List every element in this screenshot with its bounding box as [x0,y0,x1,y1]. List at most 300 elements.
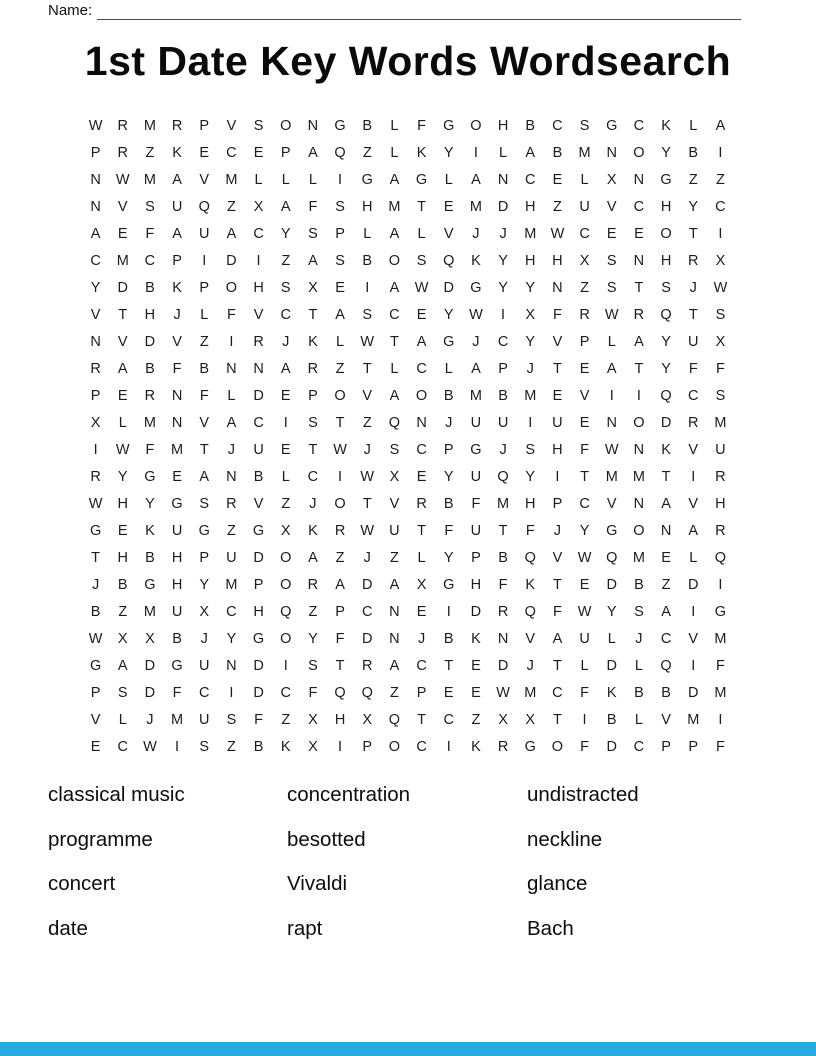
grid-letter: A [661,496,671,513]
grid-letter: N [633,442,645,458]
grid-letter: L [689,550,698,567]
word-list-item: glance [527,872,588,895]
grid-letter: L [390,360,399,377]
grid-letter: Z [226,523,236,540]
grid-letter: Z [226,739,236,756]
grid-letter: C [280,306,291,323]
grid-letter: Z [118,604,128,621]
grid-letter: M [605,469,618,486]
grid-letter: E [552,387,563,404]
grid-letter: R [633,306,645,323]
grid-letter: A [389,279,400,296]
grid-letter: H [253,604,264,621]
grid-letter: S [117,685,128,702]
grid-letter: X [308,712,318,729]
grid-letter: U [688,333,699,350]
grid-letter: C [117,739,128,756]
grid-letter: P [308,387,318,404]
grid-letter: C [552,685,563,702]
grid-letter: T [580,469,589,486]
grid-letter: W [115,171,130,188]
grid-letter: Y [443,550,454,567]
grid-letter: B [362,117,373,134]
grid-letter: I [283,658,288,675]
grid-letter: J [417,631,426,648]
grid-letter: B [606,712,617,729]
grid-letter: R [497,739,509,756]
grid-letter: F [172,360,182,377]
grid-letter: A [172,171,182,188]
grid-letter: F [498,577,508,594]
grid-letter: N [389,604,400,621]
grid-letter: F [552,306,562,323]
grid-letter: K [661,442,671,458]
grid-letter: H [525,252,536,269]
grid-letter: I [718,144,723,161]
grid-letter: G [89,658,102,675]
grid-letter: J [499,442,507,458]
grid-letter: U [579,631,590,648]
grid-letter: F [444,523,454,540]
grid-letter: E [117,387,128,404]
grid-letter: D [443,279,454,296]
grid-letter: P [688,739,699,756]
grid-letter: B [661,685,671,702]
grid-letter: M [225,171,238,188]
grid-letter: I [175,739,180,756]
grid-letter: M [388,198,401,215]
grid-letter: A [90,225,101,242]
grid-letter: L [118,712,127,729]
grid-letter: G [443,117,455,134]
grid-letter: S [280,279,291,296]
grid-letter: L [254,171,263,188]
grid-letter: M [687,712,700,729]
grid-letter: X [498,712,508,729]
grid-letter: P [498,360,508,377]
grid-letter: H [525,198,536,215]
grid-letter: F [417,117,426,134]
grid-letter: V [661,712,671,729]
grid-letter: D [606,658,617,675]
grid-letter: Q [388,712,401,729]
grid-letter: B [253,469,264,486]
grid-letter: B [688,144,699,161]
grid-letter: F [254,712,263,729]
grid-letter: N [497,631,509,648]
grid-letter: S [308,225,318,242]
grid-letter: O [334,387,346,404]
grid-letter: Q [524,604,536,621]
grid-letter: R [253,333,264,350]
grid-letter: N [633,252,645,269]
grid-letter: O [470,117,482,134]
name-fill-in-line[interactable] [97,2,741,20]
word-list-item: rapt [287,916,323,940]
grid-letter: W [550,225,565,242]
grid-letter: X [253,198,264,215]
grid-letter: G [470,279,482,296]
grid-letter: X [525,712,536,729]
grid-letter: H [660,252,672,269]
grid-letter: A [172,225,182,242]
wordsearch-grid [82,112,734,761]
grid-letter: G [524,739,536,756]
grid-letter: Z [715,171,725,188]
grid-letter: B [145,279,155,296]
grid-letter: J [689,279,697,296]
grid-letter: G [171,496,183,513]
grid-letter: E [579,577,590,594]
grid-letter: Y [199,577,210,594]
grid-letter: G [443,333,455,350]
grid-letter: X [362,712,373,729]
grid-letter: H [334,712,346,729]
grid-letter: L [308,171,317,188]
grid-letter: Z [308,604,318,621]
grid-letter: D [688,577,699,594]
grid-letter: W [496,685,510,702]
grid-letter: N [307,117,319,134]
grid-letter: V [688,442,699,458]
grid-letter: V [525,631,536,648]
grid-letter: K [471,631,481,648]
grid-letter: Y [443,144,454,161]
grid-letter: A [335,577,345,594]
grid-letter: A [308,252,318,269]
grid-letter: J [309,496,317,513]
grid-letter: R [715,469,726,486]
grid-letter: P [552,496,563,513]
grid-letter: M [171,442,184,458]
grid-letter: N [606,144,617,161]
grid-letter: D [660,414,672,431]
grid-letter: L [607,631,616,648]
grid-letter: P [90,144,101,161]
grid-letter: B [145,360,155,377]
grid-letter: F [715,739,725,756]
grid-letter: K [280,739,291,756]
grid-letter: C [416,658,427,675]
grid-letter: W [577,550,592,567]
grid-letter: T [199,442,209,458]
grid-letter: U [199,225,210,242]
grid-letter: X [606,171,617,188]
grid-letter: A [634,333,644,350]
grid-letter: P [90,685,101,702]
grid-letter: T [552,577,562,594]
grid-letter: O [334,496,346,513]
grid-letter: C [715,198,726,215]
grid-letter: W [360,469,375,486]
grid-letter: Y [90,279,101,296]
grid-letter: D [117,279,128,296]
grid-letter: Z [226,198,236,215]
grid-letter: J [499,225,507,242]
grid-letter: H [253,279,264,296]
grid-letter: C [688,387,699,404]
grid-letter: F [172,685,182,702]
grid-letter: T [308,306,318,323]
grid-letter: F [335,631,345,648]
grid-letter: O [280,550,292,567]
grid-letter: Y [498,252,508,269]
grid-letter: E [117,523,128,540]
grid-letter: U [579,198,590,215]
grid-letter: F [715,658,725,675]
grid-letter: N [606,414,617,431]
grid-letter: C [362,604,373,621]
grid-letter: V [552,333,563,350]
grid-letter: A [308,144,318,161]
grid-letter: G [144,469,156,486]
grid-letter: H [470,577,482,594]
grid-letter: S [335,252,345,269]
grid-letter: U [171,604,183,621]
grid-letter: Y [145,496,155,513]
grid-letter: A [471,360,481,377]
grid-letter: C [307,469,319,486]
grid-letter: H [715,496,726,513]
grid-letter: P [362,739,373,756]
grid-letter: U [389,523,400,540]
grid-letter: N [552,279,563,296]
grid-letter: Q [660,387,672,404]
grid-letter: R [688,252,699,269]
grid-letter: Y [579,523,590,540]
grid-letter: A [389,387,400,404]
grid-letter: U [470,414,482,431]
grid-letter: H [362,198,373,215]
grid-letter: I [609,387,614,404]
grid-letter: I [93,442,98,458]
grid-letter: P [90,387,101,404]
grid-letter: K [416,144,427,161]
grid-letter: X [280,523,291,540]
grid-letter: S [416,252,427,269]
grid-letter: X [117,631,128,648]
grid-letter: T [362,360,372,377]
grid-letter: F [471,496,481,513]
grid-letter: S [308,414,318,431]
grid-letter: L [634,712,643,729]
grid-letter: G [252,523,265,540]
grid-letter: Y [606,604,617,621]
grid-letter: J [635,631,643,648]
grid-letter: I [365,279,370,296]
grid-letter: E [335,279,345,296]
grid-letter: J [363,442,371,458]
grid-letter: D [253,658,264,675]
grid-letter: M [116,252,129,269]
grid-letter: T [688,306,698,323]
grid-letter: R [144,387,156,404]
grid-letter: V [688,631,699,648]
grid-letter: V [226,117,237,134]
grid-letter: L [390,144,399,161]
grid-letter: F [525,523,535,540]
grid-letter: U [171,523,183,540]
grid-letter: D [253,685,264,702]
grid-letter: I [338,469,343,486]
grid-letter: M [524,387,537,404]
grid-letter: Z [688,171,698,188]
grid-letter: I [718,577,723,594]
grid-letter: X [416,577,427,594]
grid-letter: R [362,658,373,675]
grid-letter: C [660,631,672,648]
grid-letter: U [171,198,183,215]
grid-letter: F [715,360,725,377]
grid-letter: A [308,550,318,567]
grid-letter: O [633,523,645,540]
grid-letter: Y [661,333,671,350]
grid-letter: V [199,171,210,188]
grid-letter: B [443,496,454,513]
grid-letter: T [308,442,318,458]
grid-letter: C [416,360,427,377]
grid-letter: L [634,658,643,675]
grid-letter: Q [443,252,455,269]
grid-letter: W [88,631,103,648]
grid-letter: Z [335,550,345,567]
grid-letter: A [688,523,699,540]
grid-letter: R [90,360,101,377]
word-list-item: concert [48,872,116,895]
grid-letter: L [689,117,698,134]
grid-letter: R [307,577,319,594]
grid-letter: S [199,496,210,513]
grid-letter: I [691,604,696,621]
grid-letter: T [417,712,426,729]
grid-letter: B [498,387,508,404]
grid-letter: T [552,360,562,377]
grid-letter: E [416,306,427,323]
grid-letter: H [525,496,536,513]
grid-letter: W [577,604,592,621]
word-list-item: neckline [527,827,603,851]
grid-letter: A [117,658,128,675]
grid-letter: Z [471,712,481,729]
grid-letter: X [199,604,210,621]
grid-letter: C [280,685,291,702]
grid-letter: A [226,225,237,242]
grid-letter: G [361,171,373,188]
grid-letter: L [580,171,589,188]
grid-letter: W [469,306,483,323]
grid-letter: R [117,144,128,161]
grid-letter: A [389,658,400,675]
grid-letter: L [281,171,290,188]
grid-letter: A [715,117,726,134]
grid-letter: E [117,225,128,242]
grid-letter: D [606,577,617,594]
grid-letter: M [225,577,238,594]
grid-letter: D [497,658,509,675]
grid-letter: C [90,252,101,269]
grid-letter: N [660,523,672,540]
grid-letter: W [88,117,103,134]
grid-letter: M [143,171,156,188]
grid-letter: E [172,469,182,486]
grid-letter: T [498,523,508,540]
grid-letter: L [390,117,399,134]
grid-letter: E [443,198,454,215]
grid-letter: V [172,333,182,350]
grid-letter: X [308,739,318,756]
grid-letter: Q [334,685,346,702]
grid-letter: M [632,469,645,486]
grid-letter: E [552,171,563,188]
grid-letter: V [552,550,563,567]
grid-letter: L [200,306,209,323]
grid-letter: J [91,577,100,594]
grid-letter: M [143,604,156,621]
grid-letter: H [117,550,128,567]
grid-letter: G [660,171,672,188]
grid-letter: H [552,442,563,458]
grid-letter: Q [524,550,536,567]
grid-letter: V [443,225,454,242]
grid-letter: K [172,279,182,296]
grid-letter: C [552,117,563,134]
grid-letter: B [634,577,644,594]
grid-letter: P [199,279,210,296]
grid-letter: I [718,225,723,242]
grid-letter: V [253,496,264,513]
grid-letter: D [144,658,156,675]
grid-letter: I [691,469,696,486]
grid-letter: I [338,171,343,188]
grid-letter: C [579,225,590,242]
grid-letter: K [145,523,155,540]
grid-letter: J [526,360,534,377]
grid-letter: B [634,685,644,702]
grid-letter: A [471,171,481,188]
grid-letter: S [253,117,264,134]
grid-letter: W [88,496,103,513]
grid-letter: Y [443,469,454,486]
grid-letter: U [199,712,210,729]
grid-letter: B [552,144,563,161]
grid-letter: J [472,333,480,350]
grid-letter: T [444,658,454,675]
grid-letter: O [280,631,292,648]
grid-letter: L [336,333,345,350]
grid-letter: F [688,360,698,377]
grid-letter: G [334,117,346,134]
grid-letter: D [470,604,482,621]
grid-letter: Z [362,144,372,161]
grid-letter: T [335,658,345,675]
grid-letter: U [497,414,509,431]
grid-letter: A [389,577,400,594]
grid-letter: Z [281,496,291,513]
grid-letter: W [333,442,347,458]
grid-letter: S [715,306,726,323]
grid-letter: R [579,306,590,323]
grid-letter: N [90,333,101,350]
grid-letter: S [308,658,318,675]
grid-letter: K [661,117,671,134]
word-list-column [527,773,768,951]
grid-letter: I [501,306,506,323]
grid-letter: E [280,442,291,458]
grid-letter: J [472,225,480,242]
grid-letter: A [335,306,345,323]
grid-letter: N [253,360,264,377]
grid-letter: T [91,550,100,567]
